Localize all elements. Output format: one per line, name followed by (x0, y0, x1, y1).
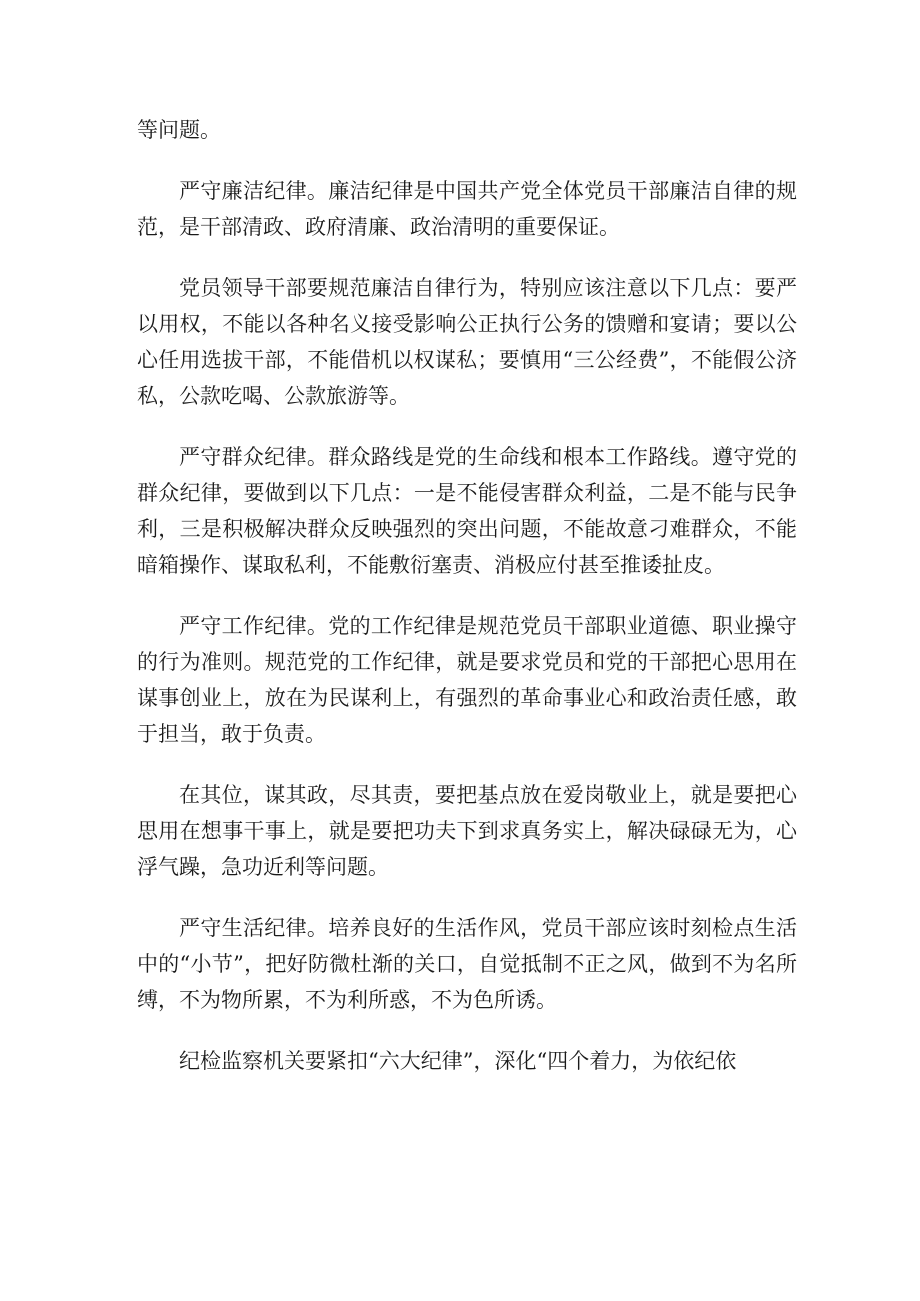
paragraph-life-discipline: 严守生活纪律。培养良好的生活作风，党员干部应该时刻检点生活中的“小节”，把好防微杜渐的关口，自觉抵制不正之风，做到不为名所缚，不为物所累，不为利所惑，不为色所诱。 (137, 916, 797, 1012)
paragraph-continuation: 等问题。 (137, 118, 221, 142)
paragraph-work-discipline: 严守工作纪律。党的工作纪律是规范党员干部职业道德、职业操守的行为准则。规范党的工作纪律，就是要求党员和党的干部把心思用在谋事创业上，放在为民谋利上，有强烈的革命事业心和政治责任感，敢于担当，敢于负责。 (137, 614, 797, 746)
paragraph-self-discipline-points: 党员领导干部要规范廉洁自律行为，特别应该注意以下几点：要严以用权，不能以各种名义接受影响公正执行公务的馈赠和宴请；要以公心任用选拔干部，不能借机以权谋私；要慎用“三公经费”，不能假公济私，公款吃喝、公款旅游等。 (137, 276, 797, 408)
paragraph-integrity-discipline: 严守廉洁纪律。廉洁纪律是中国共产党全体党员干部廉洁自律的规范，是干部清政、政府清廉、政治清明的重要保证。 (137, 179, 797, 239)
paragraph-duty: 在其位，谋其政，尽其责，要把基点放在爱岗敬业上，就是要把心思用在想事干事上，就是要把功夫下到求真务实上，解决碌碌无为，心浮气躁，急功近利等问题。 (137, 783, 797, 879)
paragraph-mass-discipline: 严守群众纪律。群众路线是党的生命线和根本工作路线。遵守党的群众纪律，要做到以下几点：一是不能侵害群众利益，二是不能与民争利，三是积极解决群众反映强烈的突出问题，不能故意刁难群众，不能暗箱操作、谋取私利，不能敷衍塞责、消极应付甚至推诿扯皮。 (137, 445, 797, 577)
document-body (137, 112, 797, 1104)
paragraph-supervision: 纪检监察机关要紧扣“六大纪律”，深化“四个着力，为依纪依 (179, 1049, 737, 1073)
